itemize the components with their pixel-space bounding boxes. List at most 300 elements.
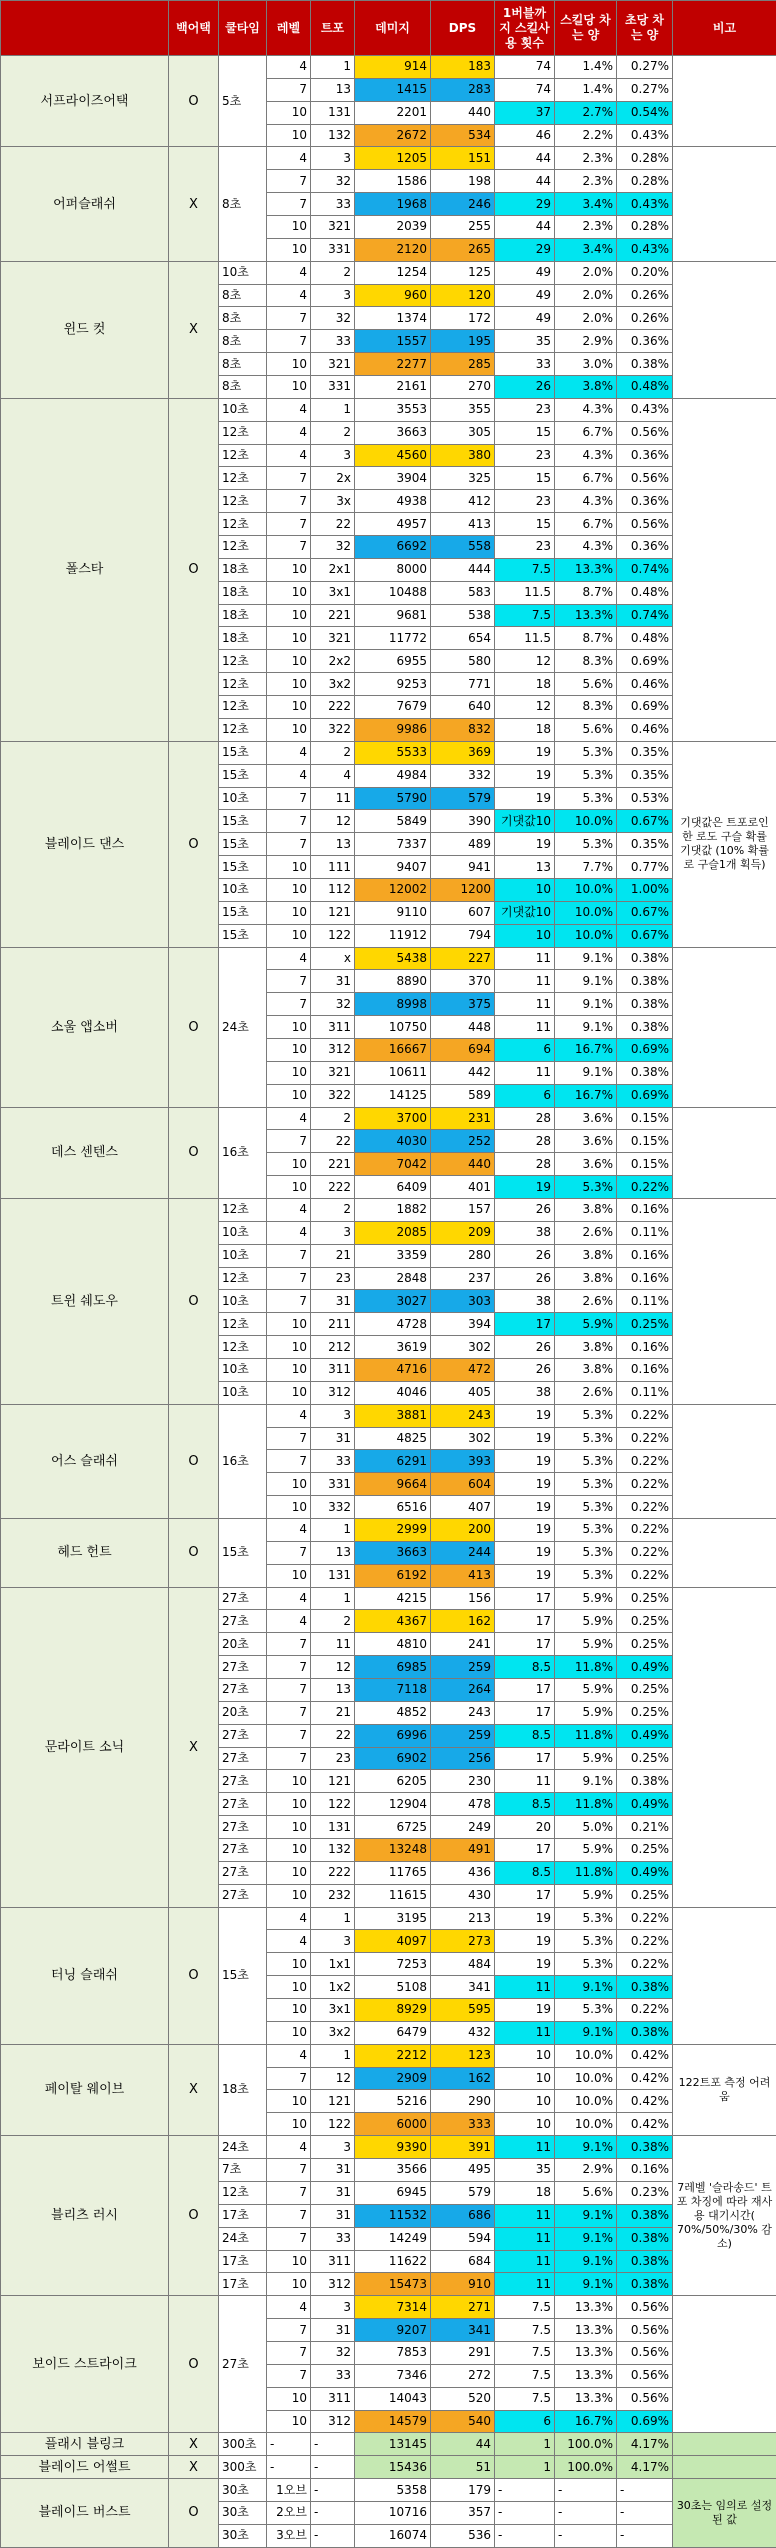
damage-cell: 2120 — [355, 238, 431, 261]
uses-cell: 38 — [495, 1221, 555, 1244]
fill-per-skill-cell: 1.4% — [555, 78, 617, 101]
note-cell — [673, 1404, 776, 1518]
damage-cell: 16074 — [355, 2524, 431, 2547]
fill-per-skill-cell: 8.3% — [555, 650, 617, 673]
uses-cell: 28 — [495, 1153, 555, 1176]
uses-cell: 17 — [495, 1610, 555, 1633]
level-cell: 7 — [267, 2319, 311, 2342]
uses-cell: 49 — [495, 284, 555, 307]
table-row — [1, 741, 776, 764]
tripod-cell: 222 — [311, 1176, 355, 1199]
level-cell: 4 — [267, 56, 311, 79]
damage-cell: 914 — [355, 56, 431, 79]
uses-cell: 19 — [495, 1930, 555, 1953]
dps-cell: 910 — [431, 2273, 495, 2296]
damage-cell: 7042 — [355, 1153, 431, 1176]
cooldown-cell: 18초 — [219, 558, 267, 581]
tripod-cell: 331 — [311, 376, 355, 399]
header-row — [1, 1, 776, 56]
cooldown-cell: 27초 — [219, 1839, 267, 1862]
dps-cell: 332 — [431, 764, 495, 787]
damage-cell: 6985 — [355, 1656, 431, 1679]
dps-cell: 583 — [431, 581, 495, 604]
back-attack-cell: O — [169, 1107, 219, 1198]
dps-cell: 51 — [431, 2456, 495, 2479]
tripod-cell: 112 — [311, 878, 355, 901]
table-row — [1, 56, 776, 79]
dps-cell: 558 — [431, 536, 495, 559]
cooldown-cell: 27초 — [219, 1610, 267, 1633]
tripod-cell: 3x2 — [311, 2021, 355, 2044]
fill-per-skill-cell: 3.4% — [555, 193, 617, 216]
fill-per-skill-cell: 9.1% — [555, 1976, 617, 1999]
tripod-cell: 122 — [311, 2113, 355, 2136]
damage-cell: 9681 — [355, 604, 431, 627]
fill-per-skill-cell: 10.0% — [555, 878, 617, 901]
fill-per-second-cell: 0.56% — [617, 2364, 673, 2387]
cooldown-cell: 12초 — [219, 444, 267, 467]
dps-cell: 151 — [431, 147, 495, 170]
dps-cell: 237 — [431, 1267, 495, 1290]
cooldown-cell: 12초 — [219, 490, 267, 513]
fill-per-second-cell: 0.36% — [617, 330, 673, 353]
damage-cell: 2672 — [355, 124, 431, 147]
fill-per-skill-cell: 10.0% — [555, 810, 617, 833]
fill-per-skill-cell: 10.0% — [555, 901, 617, 924]
tripod-cell: 31 — [311, 2204, 355, 2227]
uses-cell: 20 — [495, 1816, 555, 1839]
fill-per-skill-cell: 5.3% — [555, 1541, 617, 1564]
tripod-cell: 3 — [311, 2136, 355, 2159]
tripod-cell: 2 — [311, 1198, 355, 1221]
uses-cell: 11 — [495, 2250, 555, 2273]
damage-cell: 12904 — [355, 1793, 431, 1816]
note-cell: 122트포 측정 어려움 — [673, 2044, 776, 2135]
back-attack-cell: O — [169, 2136, 219, 2296]
fill-per-skill-cell: 13.3% — [555, 2319, 617, 2342]
fill-per-second-cell: 0.56% — [617, 421, 673, 444]
table-row — [1, 147, 776, 170]
dps-cell: 246 — [431, 193, 495, 216]
dps-cell: 291 — [431, 2341, 495, 2364]
damage-cell: 1586 — [355, 170, 431, 193]
uses-cell: 7.5 — [495, 2319, 555, 2342]
uses-cell: 49 — [495, 261, 555, 284]
tripod-cell: 13 — [311, 833, 355, 856]
dps-cell: 448 — [431, 1016, 495, 1039]
dps-cell: 227 — [431, 947, 495, 970]
uses-cell: 17 — [495, 1747, 555, 1770]
damage-cell: 4825 — [355, 1427, 431, 1450]
cooldown-cell: 15초 — [219, 833, 267, 856]
dps-cell: 391 — [431, 2136, 495, 2159]
fill-per-second-cell: 0.36% — [617, 536, 673, 559]
uses-cell: 10 — [495, 2090, 555, 2113]
dps-cell: 579 — [431, 787, 495, 810]
dps-cell: 179 — [431, 2479, 495, 2502]
fill-per-skill-cell: 3.8% — [555, 1267, 617, 1290]
uses-cell: 23 — [495, 490, 555, 513]
fill-per-skill-cell: 10.0% — [555, 924, 617, 947]
level-cell: 4 — [267, 1610, 311, 1633]
damage-cell: 6000 — [355, 2113, 431, 2136]
uses-cell: 기댓값10 — [495, 901, 555, 924]
dps-cell: 302 — [431, 1336, 495, 1359]
uses-cell: 23 — [495, 398, 555, 421]
damage-cell: 8998 — [355, 993, 431, 1016]
fill-per-second-cell: 0.43% — [617, 124, 673, 147]
tripod-cell: 2 — [311, 261, 355, 284]
cooldown-cell: 18초 — [219, 2044, 267, 2135]
dps-cell: 444 — [431, 558, 495, 581]
cooldown-cell: 18초 — [219, 581, 267, 604]
uses-cell: 19 — [495, 1473, 555, 1496]
fill-per-skill-cell: 5.3% — [555, 1930, 617, 1953]
damage-cell: 15436 — [355, 2456, 431, 2479]
level-cell: 7 — [267, 1244, 311, 1267]
fill-per-skill-cell: 9.1% — [555, 1061, 617, 1084]
level-cell: 10 — [267, 1084, 311, 1107]
dps-cell: 604 — [431, 1473, 495, 1496]
level-cell: 7 — [267, 993, 311, 1016]
uses-cell: 기댓값10 — [495, 810, 555, 833]
dps-cell: 440 — [431, 101, 495, 124]
level-cell: 10 — [267, 2090, 311, 2113]
level-cell: 4 — [267, 444, 311, 467]
dps-cell: 684 — [431, 2250, 495, 2273]
header-tripod: 트포 — [311, 1, 355, 56]
level-cell: 10 — [267, 558, 311, 581]
fill-per-second-cell: 0.16% — [617, 1336, 673, 1359]
uses-cell: 1 — [495, 2456, 555, 2479]
back-attack-cell: O — [169, 398, 219, 741]
fill-per-second-cell: 0.56% — [617, 2387, 673, 2410]
cooldown-cell: 27초 — [219, 1747, 267, 1770]
fill-per-second-cell: 0.48% — [617, 627, 673, 650]
fill-per-second-cell: 0.25% — [617, 1587, 673, 1610]
uses-cell: 17 — [495, 1679, 555, 1702]
uses-cell: 10 — [495, 2113, 555, 2136]
level-cell: 7 — [267, 810, 311, 833]
fill-per-second-cell: 0.38% — [617, 993, 673, 1016]
back-attack-cell: X — [169, 2456, 219, 2479]
fill-per-second-cell: 0.15% — [617, 1130, 673, 1153]
tripod-cell: 11 — [311, 1633, 355, 1656]
damage-cell: 2277 — [355, 353, 431, 376]
back-attack-cell: X — [169, 261, 219, 398]
dps-cell: 209 — [431, 1221, 495, 1244]
damage-cell: 9207 — [355, 2319, 431, 2342]
damage-cell: 2085 — [355, 1221, 431, 1244]
uses-cell: 11 — [495, 1016, 555, 1039]
fill-per-skill-cell: 3.8% — [555, 1198, 617, 1221]
uses-cell: 46 — [495, 124, 555, 147]
fill-per-skill-cell: 3.0% — [555, 353, 617, 376]
dps-cell: 156 — [431, 1587, 495, 1610]
table-row — [1, 261, 776, 284]
uses-cell: - — [495, 2501, 555, 2524]
fill-per-second-cell: 0.74% — [617, 558, 673, 581]
tripod-cell: 3 — [311, 284, 355, 307]
skill-name-cell: 블리츠 러시 — [1, 2136, 169, 2296]
level-cell: 10 — [267, 604, 311, 627]
dps-cell: 495 — [431, 2159, 495, 2182]
header-cooldown: 쿨타임 — [219, 1, 267, 56]
back-attack-cell: O — [169, 2479, 219, 2548]
damage-cell: 6192 — [355, 1564, 431, 1587]
tripod-cell: 1x1 — [311, 1953, 355, 1976]
level-cell: 4 — [267, 261, 311, 284]
skill-name-cell: 블레이드 버스트 — [1, 2479, 169, 2548]
fill-per-skill-cell: 5.3% — [555, 1519, 617, 1542]
tripod-cell: 32 — [311, 307, 355, 330]
fill-per-skill-cell: 4.3% — [555, 536, 617, 559]
dps-cell: 231 — [431, 1107, 495, 1130]
fill-per-second-cell: 0.22% — [617, 1427, 673, 1450]
dps-cell: 489 — [431, 833, 495, 856]
fill-per-second-cell: 0.48% — [617, 581, 673, 604]
cooldown-cell: 16초 — [219, 1404, 267, 1518]
level-cell: 4 — [267, 764, 311, 787]
damage-cell: 4852 — [355, 1701, 431, 1724]
back-attack-cell: O — [169, 1907, 219, 2044]
fill-per-skill-cell: 9.1% — [555, 1016, 617, 1039]
fill-per-second-cell: 0.16% — [617, 1198, 673, 1221]
damage-cell: 3904 — [355, 467, 431, 490]
uses-cell: 11 — [495, 947, 555, 970]
fill-per-skill-cell: 5.9% — [555, 1633, 617, 1656]
fill-per-skill-cell: 5.9% — [555, 1679, 617, 1702]
fill-per-second-cell: 0.69% — [617, 1084, 673, 1107]
damage-cell: 3700 — [355, 1107, 431, 1130]
fill-per-skill-cell: 10.0% — [555, 2090, 617, 2113]
level-cell: 10 — [267, 1358, 311, 1381]
dps-cell: 472 — [431, 1358, 495, 1381]
damage-cell: 13145 — [355, 2433, 431, 2456]
fill-per-skill-cell: 9.1% — [555, 970, 617, 993]
dps-cell: 264 — [431, 1679, 495, 1702]
fill-per-skill-cell: 5.3% — [555, 833, 617, 856]
cooldown-cell: 27초 — [219, 1587, 267, 1610]
damage-cell: 5358 — [355, 2479, 431, 2502]
damage-cell: 2909 — [355, 2067, 431, 2090]
tripod-cell: - — [311, 2456, 355, 2479]
dps-cell: 538 — [431, 604, 495, 627]
level-cell: 4 — [267, 2296, 311, 2319]
dps-cell: 290 — [431, 2090, 495, 2113]
fill-per-second-cell: 0.25% — [617, 1633, 673, 1656]
damage-cell: 7679 — [355, 696, 431, 719]
level-cell: 7 — [267, 1541, 311, 1564]
cooldown-cell: 24초 — [219, 2227, 267, 2250]
uses-cell: 37 — [495, 101, 555, 124]
level-cell: 7 — [267, 330, 311, 353]
uses-cell: 17 — [495, 1701, 555, 1724]
tripod-cell: 321 — [311, 216, 355, 239]
tripod-cell: 312 — [311, 1381, 355, 1404]
dps-cell: 375 — [431, 993, 495, 1016]
tripod-cell: 132 — [311, 124, 355, 147]
header-fill-per-skill: 스킬당 차는 양 — [555, 1, 617, 56]
dps-cell: 303 — [431, 1290, 495, 1313]
fill-per-skill-cell: 5.3% — [555, 764, 617, 787]
cooldown-cell: 5초 — [219, 56, 267, 147]
uses-cell: 19 — [495, 764, 555, 787]
fill-per-second-cell: 0.25% — [617, 1610, 673, 1633]
level-cell: 7 — [267, 1450, 311, 1473]
fill-per-skill-cell: 9.1% — [555, 2227, 617, 2250]
dps-cell: 357 — [431, 2501, 495, 2524]
damage-cell: 16667 — [355, 1038, 431, 1061]
fill-per-skill-cell: 5.3% — [555, 1427, 617, 1450]
fill-per-skill-cell: 3.4% — [555, 238, 617, 261]
level-cell: 10 — [267, 1953, 311, 1976]
fill-per-skill-cell: 4.3% — [555, 444, 617, 467]
note-cell — [673, 2296, 776, 2433]
tripod-cell: 32 — [311, 170, 355, 193]
tripod-cell: - — [311, 2433, 355, 2456]
uses-cell: 19 — [495, 1907, 555, 1930]
fill-per-second-cell: 0.28% — [617, 216, 673, 239]
uses-cell: 44 — [495, 216, 555, 239]
dps-cell: 520 — [431, 2387, 495, 2410]
damage-cell: 6945 — [355, 2181, 431, 2204]
damage-cell: 11532 — [355, 2204, 431, 2227]
header-skill — [1, 1, 169, 56]
fill-per-second-cell: 0.22% — [617, 1930, 673, 1953]
fill-per-second-cell: - — [617, 2479, 673, 2502]
tripod-cell: 321 — [311, 627, 355, 650]
fill-per-second-cell: 0.16% — [617, 1244, 673, 1267]
tripod-cell: 2x1 — [311, 558, 355, 581]
fill-per-skill-cell: 9.1% — [555, 2273, 617, 2296]
back-attack-cell: O — [169, 1404, 219, 1518]
level-cell: - — [267, 2456, 311, 2479]
fill-per-skill-cell: 5.9% — [555, 1884, 617, 1907]
tripod-cell: 2 — [311, 1107, 355, 1130]
level-cell: 10 — [267, 1884, 311, 1907]
level-cell: 4 — [267, 147, 311, 170]
fill-per-skill-cell: 5.3% — [555, 1496, 617, 1519]
tripod-cell: 32 — [311, 536, 355, 559]
header-dps: DPS — [431, 1, 495, 56]
uses-cell: 17 — [495, 1884, 555, 1907]
level-cell: 10 — [267, 924, 311, 947]
fill-per-second-cell: 0.23% — [617, 2181, 673, 2204]
level-cell: 3오브 — [267, 2524, 311, 2547]
level-cell: 7 — [267, 1633, 311, 1656]
level-cell: 7 — [267, 2227, 311, 2250]
note-cell — [673, 147, 776, 261]
tripod-cell: 3 — [311, 147, 355, 170]
level-cell: 10 — [267, 718, 311, 741]
level-cell: 7 — [267, 490, 311, 513]
back-attack-cell: O — [169, 741, 219, 947]
level-cell: 4 — [267, 1907, 311, 1930]
dps-cell: 579 — [431, 2181, 495, 2204]
table-row — [1, 398, 776, 421]
skill-name-cell: 블레이드 어썰트 — [1, 2456, 169, 2479]
damage-cell: 9986 — [355, 718, 431, 741]
note-cell — [673, 1587, 776, 1907]
skill-name-cell: 데스 센텐스 — [1, 1107, 169, 1198]
level-cell: 7 — [267, 1130, 311, 1153]
uses-cell: 7.5 — [495, 604, 555, 627]
damage-cell: 5849 — [355, 810, 431, 833]
damage-cell: 14579 — [355, 2410, 431, 2433]
dps-cell: 183 — [431, 56, 495, 79]
tripod-cell: 33 — [311, 193, 355, 216]
level-cell: 7 — [267, 78, 311, 101]
fill-per-skill-cell: 2.0% — [555, 261, 617, 284]
cooldown-cell: 15초 — [219, 1907, 267, 2044]
damage-cell: 6996 — [355, 1724, 431, 1747]
cooldown-cell: 27초 — [219, 1679, 267, 1702]
fill-per-second-cell: 0.15% — [617, 1153, 673, 1176]
uses-cell: 11 — [495, 2136, 555, 2159]
dps-cell: 123 — [431, 2044, 495, 2067]
level-cell: 4 — [267, 1221, 311, 1244]
tripod-cell: 31 — [311, 1427, 355, 1450]
table-body — [1, 56, 776, 2548]
damage-cell: 6692 — [355, 536, 431, 559]
header-level: 레벨 — [267, 1, 311, 56]
dps-cell: 259 — [431, 1724, 495, 1747]
damage-cell: 8929 — [355, 1999, 431, 2022]
fill-per-second-cell: 0.69% — [617, 1038, 673, 1061]
fill-per-second-cell: 0.36% — [617, 490, 673, 513]
tripod-cell: - — [311, 2524, 355, 2547]
level-cell: 7 — [267, 1267, 311, 1290]
fill-per-second-cell: 0.15% — [617, 1107, 673, 1130]
fill-per-skill-cell: - — [555, 2524, 617, 2547]
cooldown-cell: 10초 — [219, 1290, 267, 1313]
cooldown-cell: 10초 — [219, 398, 267, 421]
fill-per-skill-cell: 13.3% — [555, 2364, 617, 2387]
back-attack-cell: O — [169, 1519, 219, 1588]
fill-per-skill-cell: 2.9% — [555, 2159, 617, 2182]
fill-per-second-cell: 0.42% — [617, 2044, 673, 2067]
damage-cell: 7853 — [355, 2341, 431, 2364]
dps-cell: 390 — [431, 810, 495, 833]
uses-cell: 15 — [495, 421, 555, 444]
fill-per-second-cell: 0.20% — [617, 261, 673, 284]
damage-cell: 5216 — [355, 2090, 431, 2113]
uses-cell: 38 — [495, 1381, 555, 1404]
fill-per-second-cell: 0.22% — [617, 1450, 673, 1473]
fill-per-skill-cell: 7.7% — [555, 856, 617, 879]
back-attack-cell: O — [169, 1198, 219, 1404]
uses-cell: 44 — [495, 147, 555, 170]
fill-per-skill-cell: 2.2% — [555, 124, 617, 147]
fill-per-second-cell: 0.26% — [617, 284, 673, 307]
tripod-cell: 212 — [311, 1336, 355, 1359]
damage-cell: 5533 — [355, 741, 431, 764]
damage-cell: 9110 — [355, 901, 431, 924]
fill-per-second-cell: 0.16% — [617, 1358, 673, 1381]
cooldown-cell: 15초 — [219, 924, 267, 947]
cooldown-cell: 27초 — [219, 1724, 267, 1747]
dps-cell: 694 — [431, 1038, 495, 1061]
back-attack-cell: O — [169, 56, 219, 147]
uses-cell: 10 — [495, 924, 555, 947]
uses-cell: 7.5 — [495, 2296, 555, 2319]
dps-cell: 256 — [431, 1747, 495, 1770]
cooldown-cell: 10초 — [219, 787, 267, 810]
damage-cell: 4957 — [355, 513, 431, 536]
damage-cell: 10750 — [355, 1016, 431, 1039]
uses-cell: 11 — [495, 1061, 555, 1084]
